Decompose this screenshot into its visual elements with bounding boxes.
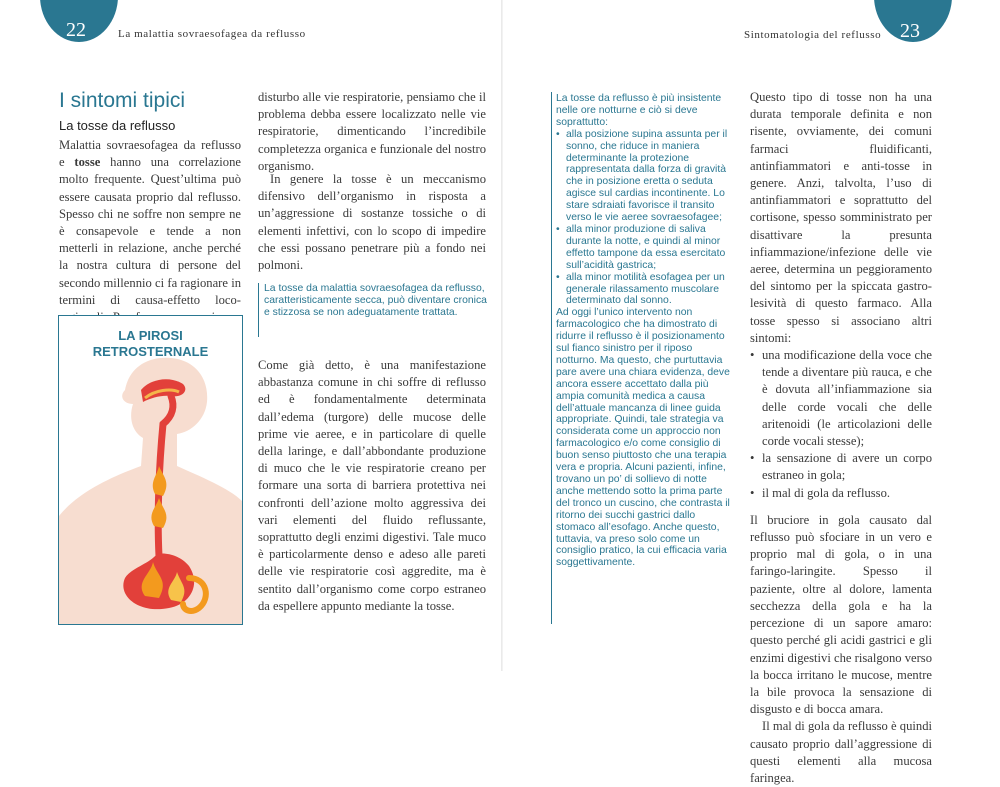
column-4-list-item: • il mal di gola da reflusso. bbox=[762, 485, 932, 502]
figure-title-line-2: RETROSTERNALE bbox=[92, 344, 209, 359]
column-1-paragraph bbox=[59, 137, 241, 343]
running-head-right: Sintomatologia del reflusso bbox=[744, 29, 882, 41]
column-4 bbox=[750, 89, 932, 787]
column-4-paragraph-2: Il bruciore in gola causato dal reflusso può sfociare in un vero e proprio mal di gola, o in una faringo-laringite. Spesso il paziente, oltre al dolore, lamenta secchezza della gola e ha la percezione di un sapore amaro: questo perché gli acidi gastrici e gli enzimi digestivi che risalgono verso la bocca irritano le mucose, mentre la bile provoca la sensazione di disgusto e di bocca amara. bbox=[750, 512, 932, 717]
column-3-intro: La tosse da reflusso è più insistente nelle ore notturne e ciò si deve soprattutto: bbox=[556, 93, 722, 128]
column-2-paragraph-2: In genere la tosse è un meccanismo difensivo dell’organismo in risposta a un’aggressione di sostanze tossiche o di elementi infettivi, con lo scopo di impedire che essi possano penetrare più a fondo nei polmoni. bbox=[258, 172, 486, 273]
callout-box: La tosse da malattia sovraesofagea da reflusso, caratteristicamente secca, può diventare cronica e stizzosa se non adeguatamente trattata. bbox=[258, 283, 492, 337]
page-number-right: 23 bbox=[900, 20, 920, 42]
column-3-outro: Ad oggi l’unico intervento non farmacologico che ha dimostrato di ridurre il reflusso è il posizionamento sul fianco sinistro per il riposo notturno. Ma questo, che purtuttavia pare avere una chiara evidenza, deve ancora essere accettato dalla più ampia comunità medica a causa dell’attuale mancanza di linee guida appropriate. Quindi, tale strategia va considerata come un approccio non farmacologico e/o come consiglio di buon senso piuttosto che una terapia vera e propria. Alcuni pazienti, infine, trovano un po’ di sollievo di notte anche mettendo sotto la prima parte del tronco un cuscino, che contrasta il ritorno dei succhi gastrici dallo stomaco all’esofago. Anche questo, tuttavia, va preso solo come un consiglio pratico, la cui efficacia varia soggettivamente. bbox=[556, 307, 730, 569]
column-3-rule bbox=[551, 92, 552, 624]
subsection-title: La tosse da reflusso bbox=[59, 118, 176, 133]
col1-bold-word: tosse bbox=[74, 155, 101, 170]
column-3-list-item: • alla minor produzione di saliva durante la notte, e quindi al minor effetto tampone da essa esercitato sull’acidità gastrica; bbox=[566, 224, 736, 272]
column-4-list-item: • la sensazione di avere un corpo estraneo in gola; bbox=[762, 450, 932, 484]
column-3-list bbox=[556, 129, 736, 308]
section-title: I sintomi tipici bbox=[59, 89, 186, 112]
column-4-list-item: • una modificazione della voce che tende a diventare più rauca, e che è dovuta all’infiammazione sia delle corde vocali che delle aritenoidi (le articolazioni delle corde vocali stesse); bbox=[762, 347, 932, 450]
col1-text-a: Malattia sovraesofagea da reflusso e bbox=[59, 138, 241, 170]
figure-title-line-1: LA PIROSI bbox=[118, 328, 183, 343]
column-2-paragraph-1: disturbo alle vie respiratorie, pensiamo che il problema debba essere localizzato nelle vie respiratorie, dimenticando l’incredibile completezza organica e funzionale del nostro organismo. bbox=[258, 90, 486, 173]
running-head-left: La malattia sovraesofagea da reflusso bbox=[118, 28, 306, 40]
column-3-list-item: • alla posizione supina assunta per il sonno, che riduce in maniera determinante la protezione rappresentata dalla forza di gravità che in posizione eretta o seduta agisce sul cardias incontinente. Lo stare sdraiati favorisce il transito verso le vie aeree sovraesofagee; bbox=[566, 129, 736, 224]
anatomy-drawing bbox=[59, 316, 242, 624]
column-4-list bbox=[750, 347, 932, 502]
column-4-paragraph-1: Questo tipo di tosse non ha una durata temporale definita e non risente, ovviamente, dei comuni farmaci fluidificanti, antinfiammatori e anti-tosse in genere. Anzi, talvolta, l’uso di antinfiammatori e soprattutto del cortisone, spesso somministrato per disattivare la presunta infiammazione/infezione delle vie aeree, determina un peggioramento del sintomo per la spiccata gastro-lesività di questo farmaco. Alla tosse spesso si associano altri sintomi: bbox=[750, 90, 932, 345]
column-3-box bbox=[556, 93, 736, 569]
page-number-left: 22 bbox=[66, 19, 86, 41]
col1-text-b: hanno una correlazione molto frequente. Quest’ultima può essere causata proprio dal reflusso. Spesso chi ne soffre non sempre ne è consapevole e tende a non metterli in relazione, anche perché la nostra cultura di persone del secondo millennio ci fa ragionare in termini di causa-effetto loco- bbox=[59, 155, 241, 307]
pirosi-illustration bbox=[58, 315, 243, 625]
column-3-list-item: • alla minor motilità esofagea per un generale rilassamento muscolare determinato dal sonno. bbox=[566, 272, 736, 308]
column-2-paragraph-3: Come già detto, è una manifestazione abbastanza comune in chi soffre di reflusso ed è fondamentalmente determinata dall’edema (turgore) delle mucose delle prime vie aeree, e in particolare di quelle della laringe, e dall’abbondante produzione di muco che le vie respiratorie creano per formare una sorta di barriera protettiva nei confronti dell’azione molto aggressiva dei vari elementi del fluido reflussante, soprattutto degli enzimi digestivi. Tale muco è particolarmente denso e adeso alle pareti delle vie respiratorie così aggredite, ma è sentito dall’organismo come corpo estraneo da espellere appunto mediante la tosse. bbox=[258, 358, 486, 613]
book-gutter bbox=[501, 0, 503, 671]
column-4-paragraph-3: Il mal di gola da reflusso è quindi causato proprio dall’aggressione di questi elementi alla mucosa faringea. bbox=[750, 719, 932, 785]
